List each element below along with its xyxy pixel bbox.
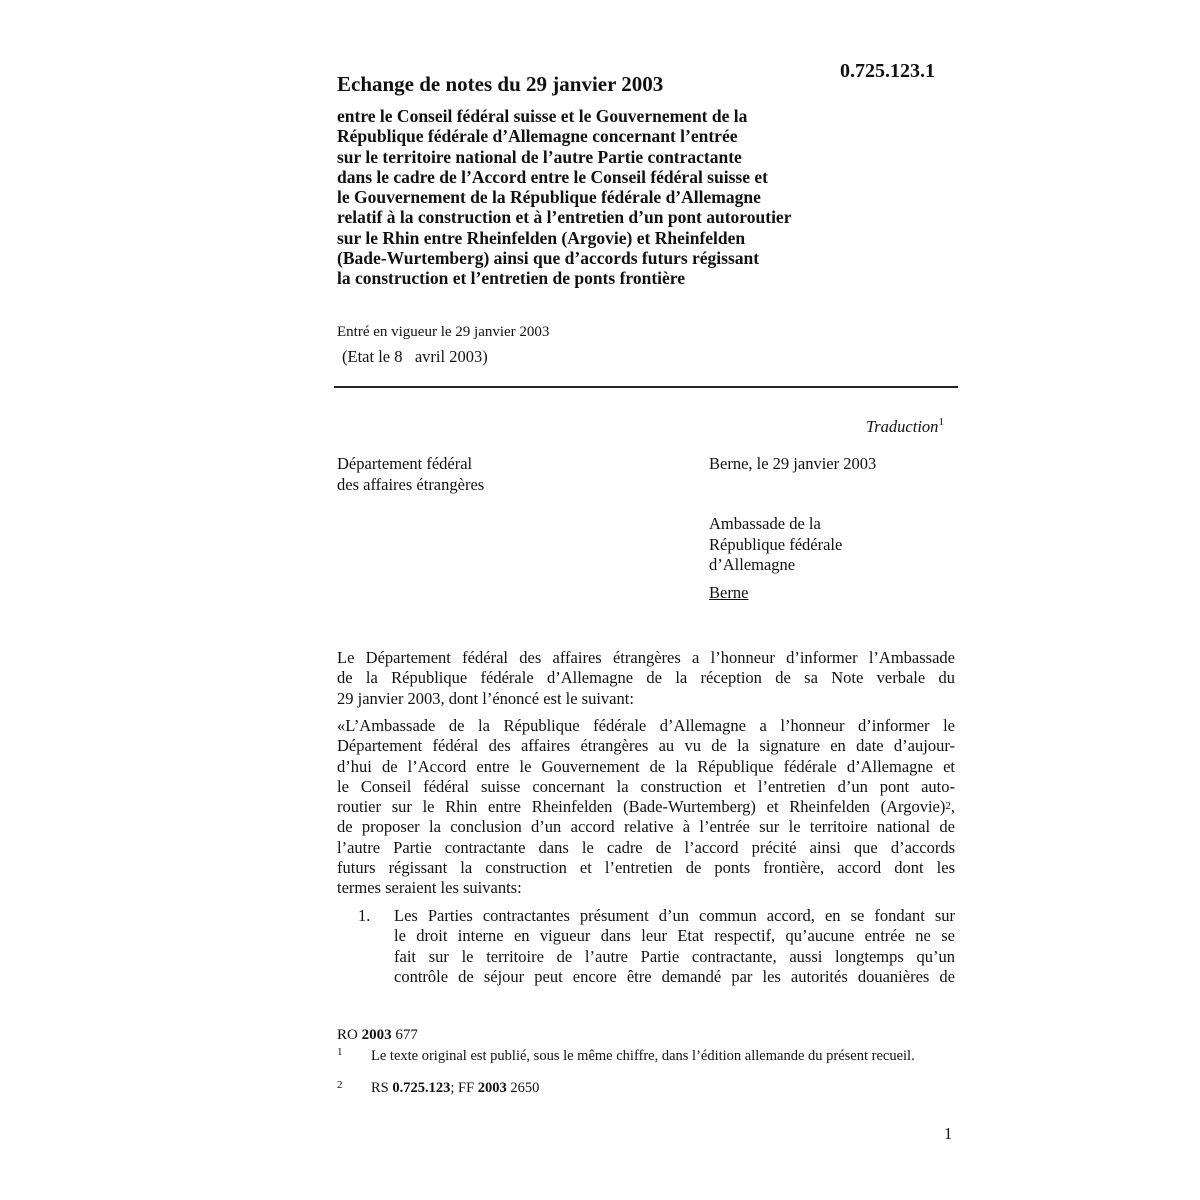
ro-page: 677 xyxy=(391,1027,418,1043)
list-item-number: 1. xyxy=(358,906,371,925)
footnote-2-number: 2 xyxy=(337,1079,343,1091)
text-line: «L’Ambassade de la République fédérale d’Allemagne a l’honneur d’informer le xyxy=(337,716,955,735)
subtitle-line: entre le Conseil fédéral suisse et le Gouvernement de la xyxy=(337,106,748,126)
recipient-line: République fédérale xyxy=(709,534,843,554)
document-subtitle xyxy=(337,106,897,289)
ff-prefix: ; FF xyxy=(450,1080,478,1096)
subtitle-line: relatif à la construction et à l’entretien d’un pont autoroutier xyxy=(337,207,792,228)
footnote-2-text xyxy=(371,1080,539,1096)
sender-line: Département fédéral xyxy=(337,454,473,473)
text-line: le Conseil fédéral suisse concernant la construction et l’entretien d’un pont auto- xyxy=(337,776,955,796)
list-item xyxy=(394,906,955,987)
text-line: Le Département fédéral des affaires étrangères a l’honneur d’informer l’Ambassade xyxy=(337,648,955,667)
page-number: 1 xyxy=(944,1124,953,1143)
text-segment: routier sur le Rhin entre Rheinfelden (Bade-Wurtemberg) et Rheinfelden (Argovie) xyxy=(337,797,946,817)
text-line: termes seraient les suivants: xyxy=(337,878,522,898)
text-line: contrôle de séjour peut encore être demandé par les autorités douanières de xyxy=(394,966,955,986)
translation-label: Traduction xyxy=(866,417,939,436)
paragraph-intro xyxy=(337,648,955,709)
subtitle-line: dans le cadre de l’Accord entre le Conseil fédéral suisse et xyxy=(337,166,768,187)
text-line: fait sur le territoire de l’autre Partie contractante, aussi longtemps qu’un xyxy=(394,946,955,966)
paragraph-quote xyxy=(337,716,955,899)
ro-year: 2003 xyxy=(361,1027,392,1043)
footnote-1-text: Le texte original est publié, sous le même chiffre, dans l’édition allemande du présent recueil. xyxy=(371,1048,915,1064)
sender-line: des affaires étrangères xyxy=(337,474,485,494)
place-date: Berne, le 29 janvier 2003 xyxy=(709,454,877,473)
footnote-1-number: 1 xyxy=(337,1046,343,1058)
text-line-with-ref xyxy=(337,797,955,817)
subtitle-line: sur le territoire national de l’autre Partie contractante xyxy=(337,146,742,167)
subtitle-line: (Bade-Wurtemberg) ainsi que d’accords futurs régissant xyxy=(337,248,760,269)
subtitle-line: sur le Rhin entre Rheinfelden (Argovie) et Rheinfelden xyxy=(337,227,746,248)
subtitle-line: la construction et l’entretien de ponts frontière xyxy=(337,268,686,289)
state-date: (Etat le 8 avril 2003) xyxy=(342,347,488,366)
ro-prefix: RO xyxy=(337,1027,362,1043)
text-line: le droit interne en vigueur dans leur Etat respectif, qu’aucune entrée ne se xyxy=(394,926,955,946)
text-line: Département fédéral des affaires étrangères au vu de la signature en date d’aujour- xyxy=(337,736,955,756)
text-line: Les Parties contractantes présument d’un commun accord, en se fondant sur xyxy=(394,906,955,925)
ff-year: 2003 xyxy=(477,1080,507,1096)
text-line: de la République fédérale d’Allemagne de la réception de sa Note verbale du xyxy=(337,668,955,688)
rs-prefix: RS xyxy=(371,1080,393,1096)
text-line: 29 janvier 2003, dont l’énoncé est le suivant: xyxy=(337,688,634,708)
header-divider xyxy=(334,386,958,388)
text-line: l’autre Partie contractante dans le cadre de l’accord précité ainsi que d’accords xyxy=(337,837,955,857)
text-line: d’hui de l’Accord entre le Gouvernement de la République fédérale d’Allemagne et xyxy=(337,756,955,776)
recipient-line: Ambassade de la xyxy=(709,514,821,533)
text-line: de proposer la conclusion d’un accord relative à l’entrée sur le territoire national de xyxy=(337,817,955,837)
recipient-city: Berne xyxy=(709,583,749,602)
ro-reference xyxy=(337,1027,418,1044)
rs-number: 0.725.123 xyxy=(392,1080,451,1096)
subtitle-line: le Gouvernement de la République fédérale d’Allemagne xyxy=(337,187,761,208)
sender-block xyxy=(337,454,484,495)
recipient-line: d’Allemagne xyxy=(709,555,796,574)
text-line: futurs régissant la construction et l’entretien de ponts frontière, accord dont les xyxy=(337,858,955,878)
text-segment: , xyxy=(950,797,955,817)
document-title: Echange de notes du 29 janvier 2003 xyxy=(337,72,664,96)
sr-number: 0.725.123.1 xyxy=(840,60,935,82)
ff-page: 2650 xyxy=(506,1080,540,1096)
recipient-block xyxy=(709,514,842,576)
entry-into-force: Entré en vigueur le 29 janvier 2003 xyxy=(337,324,550,340)
footnote-ref-1[interactable]: 1 xyxy=(938,416,944,428)
translation-note xyxy=(866,417,944,437)
footnote-ref-2[interactable]: 2 xyxy=(945,800,951,813)
subtitle-line: République fédérale d’Allemagne concernant l’entrée xyxy=(337,126,738,147)
